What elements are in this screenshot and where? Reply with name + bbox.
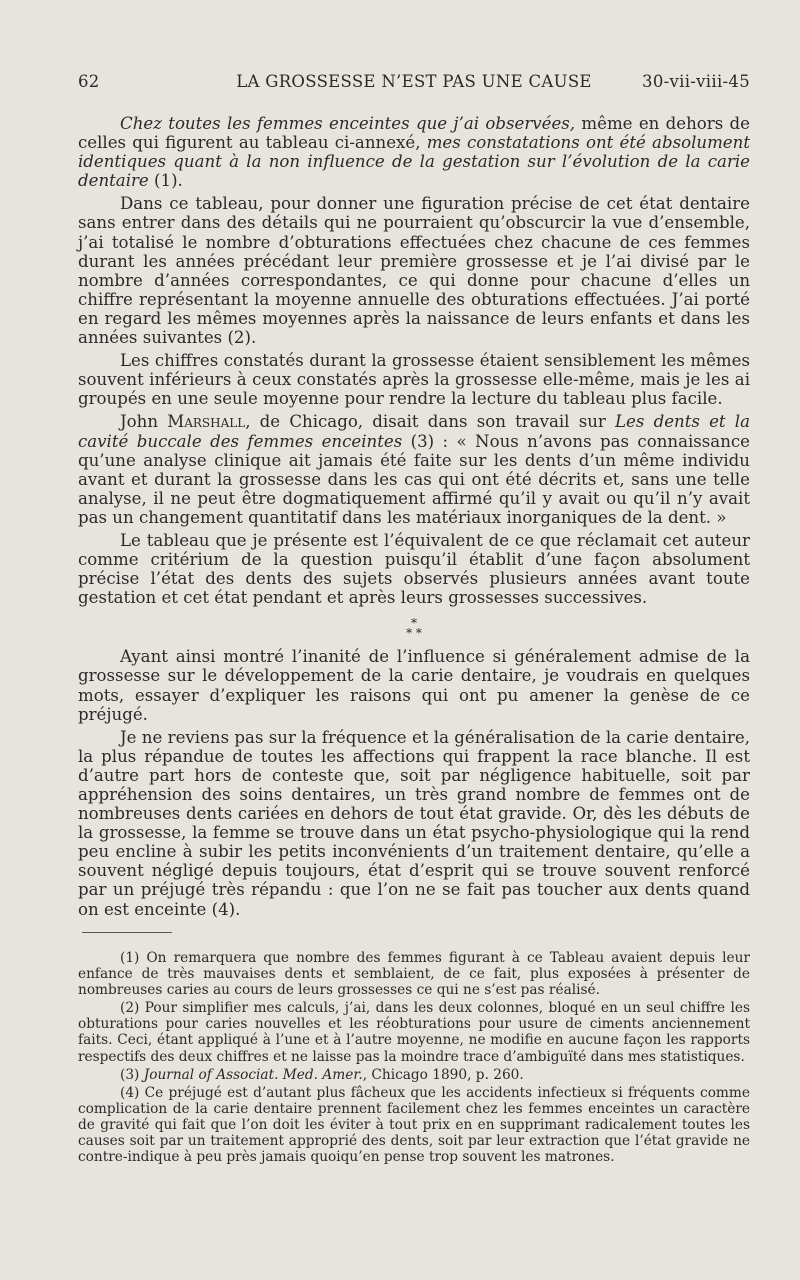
page-number: 62 bbox=[78, 72, 100, 91]
p1-italic-a: Chez toutes les femmes enceintes que j’ai observées, bbox=[120, 114, 576, 133]
p4-text-c: (3) : « Nous n’avons pas connaissance qu’une analyse clinique ait jamais été faite sur les dents d’un même individu avant et durant la grossesse dans les cas qui ont été décrits et, sans une telle analyse, il ne peut être dogmatiquement affirmé qu’il y avait ou qu’il n’y avait pas un changement quantitatif dans les matériaux inorganiques de la dent. » bbox=[78, 431, 751, 527]
running-title: LA GROSSESSE N’EST PAS UNE CAUSE bbox=[236, 72, 592, 91]
cited-work-title: Les dents et la cavité buccale des femmes enceintes bbox=[78, 412, 750, 451]
fn3-rest: , Chicago 1890, p. 260. bbox=[362, 1066, 524, 1083]
section-separator bbox=[78, 616, 750, 641]
p1-text-b: (1). bbox=[148, 171, 183, 191]
author-name: Marshall bbox=[167, 412, 246, 432]
paragraph-3: Les chiffres constatés durant la grossesse étaient sensiblement les mêmes souvent inférieurs à ceux constatés après la grossesse elle-même, mais je les ai groupés en une seule moyenne pour rendre la lecture du tableau plus facile. bbox=[78, 351, 750, 409]
paragraph-6: Ayant ainsi montré l’inanité de l’influence si généralement admise de la grossesse sur le développement de la carie dentaire, je voudrais en quelques mots, essayer d’expliquer les raisons qui ont pu amener la genèse de ce préjugé. bbox=[78, 647, 750, 724]
fn3-journal: Journal of Associat. Med. Amer. bbox=[143, 1066, 363, 1083]
paragraph-1 bbox=[78, 114, 750, 190]
footnote-1: (1) On remarquera que nombre des femmes figurant à ce Tableau avaient depuis leur enfance de très mauvaises dents et semblaient, de ce fait, plus exposées à présenter de nombreuses caries au cours de leurs grossesses ce qui ne s’est pas réalisé. bbox=[78, 950, 750, 999]
p4-text-a: John bbox=[120, 412, 168, 432]
p1-italic-b: mes constatations ont été absolument identiques quant à la non influence de la gestation sur l’évolution de la carie dentaire bbox=[78, 133, 750, 191]
footnote-3 bbox=[78, 1067, 750, 1083]
running-header bbox=[78, 72, 750, 94]
body-text bbox=[78, 114, 750, 923]
separator-stars-bottom: * * bbox=[406, 626, 422, 641]
paragraph-2: Dans ce tableau, pour donner une figuration précise de cet état dentaire sans entrer dans des détails qui ne pourraient qu’obscurcir la vue d’ensemble, j’ai totalisé le nombre d’obturations effectuées chez chacune de ces femmes durant les années précédant leur première grossesse et je l’ai divisé par le nombre d’années correspondantes, ce qui donne pour chacune d’elles un chiffre représentant la moyenne annuelle des obturations effectuées. J’ai porté en regard les mêmes moyennes après la naissance de leurs enfants et dans les années suivantes (2). bbox=[78, 194, 750, 348]
p1-text-a: même en dehors de celles qui figurent au tableau ci-annexé, bbox=[78, 114, 750, 153]
issue-date: 30-vii-viii-45 bbox=[642, 72, 750, 91]
footnotes bbox=[78, 950, 750, 1167]
separator-star-top: * bbox=[411, 616, 417, 631]
p4-text-b: , de Chicago, disait dans son travail sur bbox=[245, 412, 616, 432]
paragraph-5: Le tableau que je présente est l’équivalent de ce que réclamait cet auteur comme critérium de la question puisqu’il établit d’une façon absolument précise l’état des dents des sujets observés plusieurs années avant toute gestation et cet état pendant et après leurs grossesses successives. bbox=[78, 530, 750, 608]
footnote-2: (2) Pour simplifier mes calculs, j’ai, dans les deux colonnes, bloqué en un seul chiffre les obturations pour caries nouvelles et les réobturations pour usure de ciments anciennement faits. Ceci, étant appliqué à l’une et à l’autre moyenne, ne modifie en aucune façon les rapports respectifs des deux chiffres et ne laisse pas la moindre trace d’ambiguïté dans mes statistiques. bbox=[78, 1000, 750, 1065]
footnote-4: (4) Ce préjugé est d’autant plus fâcheux que les accidents infectieux si fréquents comme complication de la carie dentaire prennent facilement chez les femmes enceintes un caractère de gravité qui fait que l’on doit les éviter à tout prix en en supprimant radicalement toutes les causes soit par un traitement approprié des dents, soit par leur extraction que l’état gravide ne contre-indique à peu près jamais quoiqu’en pense trop souvent les matrones. bbox=[78, 1084, 750, 1166]
paragraph-4 bbox=[78, 412, 750, 527]
paragraph-7: Je ne reviens pas sur la fréquence et la généralisation de la carie dentaire, la plus répandue de toutes les affections qui frappent la race blanche. Il est d’autre part hors de conteste que, soit par négligence habituelle, soit par appréhension des soins dentaires, un très grand nombre de femmes ont de nombreuses dents cariées en dehors de tout état gravide. Or, dès les débuts de la grossesse, la femme se trouve dans un état psycho-physiologique qui la rend peu encline à subir les petits inconvénients d’un traitement dentaire, qu’elle a souvent négligé depuis toujours, état d’esprit qui se trouve souvent renforcé par un préjugé très répandu : que l’on ne se fait pas toucher aux dents quand on est enceinte (4). bbox=[78, 727, 750, 919]
fn3-label: (3) bbox=[120, 1066, 144, 1083]
footnote-rule bbox=[82, 932, 172, 933]
